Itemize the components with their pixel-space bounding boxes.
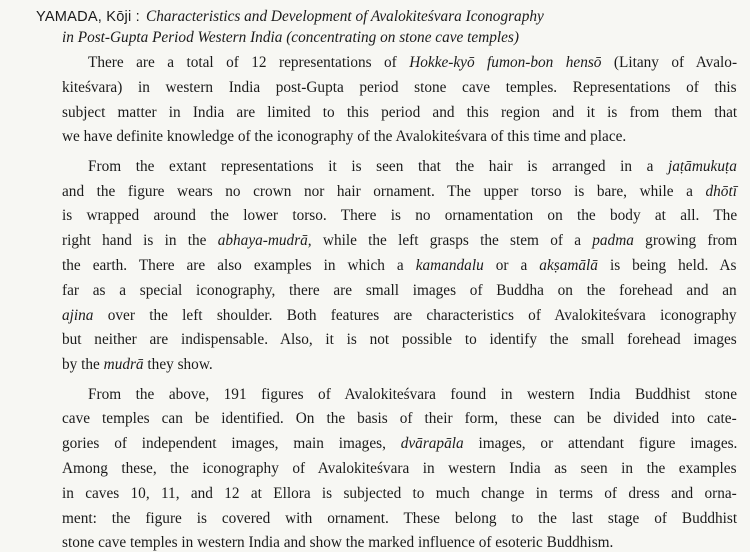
text-run: by the — [62, 356, 104, 374]
text-line — [62, 183, 737, 201]
text-run: From the extant representations it is seen that the hair is arranged in a — [88, 157, 669, 175]
text-run: while the left grasps the stem of a — [311, 232, 593, 250]
text-run: is being held. As — [597, 257, 737, 274]
text-run: in caves 10, 11, and 12 at Ellora is subjected to much change in terms of dress and orna- — [62, 484, 737, 502]
text-run: and the figure wears no crown nor hair ornament. The upper torso is bare, while a — [62, 182, 706, 200]
text-line — [62, 435, 737, 453]
text-run: they show. — [143, 356, 213, 374]
text-line — [62, 460, 737, 478]
text-run: is wrapped around the lower torso. There is no ornamentation on the body at all. The — [62, 207, 738, 225]
text-run: (Litany of Avalo- — [601, 54, 738, 71]
article-title-line-1: Characteristics and Development of Avalokiteśvara Iconography — [146, 8, 544, 25]
author-name: YAMADA, Kōji : — [36, 9, 140, 25]
italic-term: padma — [592, 232, 634, 250]
text-line — [88, 386, 737, 404]
text-run: ment: the figure is covered with ornament. These belong to the last stage of Buddhist — [62, 509, 738, 527]
text-run: images, or attendant figure images. — [463, 435, 738, 453]
text-run: Among these, the iconography of Avalokiteśvara in western India as seen in the examples — [62, 460, 737, 477]
text-line — [62, 510, 737, 528]
text-run: right hand is in the — [62, 232, 218, 250]
text-line — [62, 128, 626, 146]
text-line — [62, 207, 737, 225]
italic-term: dvārapāla — [400, 435, 464, 453]
text-run: but neither are indispensable. Also, it is not possible to identify the small forehead images — [62, 331, 737, 349]
text-line — [62, 331, 737, 349]
italic-term: akṣamālā — [539, 257, 598, 274]
text-run: There are a total of 12 representations of — [88, 54, 410, 71]
text-line — [62, 356, 213, 374]
italic-term: kamandalu — [415, 257, 484, 274]
text-run: From the above, 191 figures of Avalokiteśvara found in western India Buddhist stone — [88, 385, 737, 403]
text-run: or a — [483, 257, 540, 274]
text-run: over the left shoulder. Both features are characteristics of Avalokiteśvara iconography — [93, 306, 737, 324]
text-line — [62, 79, 737, 97]
text-line — [62, 232, 737, 250]
text-run: we have definite knowledge of the iconography of the Avalokiteśvara of this time and place. — [62, 128, 627, 146]
text-run: growing from — [633, 232, 738, 250]
text-line — [62, 485, 737, 503]
text-run: gories of independent images, main images, — [62, 435, 401, 453]
text-line — [62, 282, 737, 300]
italic-term: ajina — [62, 306, 94, 324]
text-line — [62, 410, 737, 428]
italic-term: dhōtī — [705, 182, 737, 200]
text-line — [88, 54, 737, 72]
text-line — [62, 257, 737, 275]
text-line — [62, 534, 613, 552]
italic-term: Hokke-kyō fumon-bon hensō — [409, 54, 602, 71]
text-run: far as a special iconography, there are small images of Buddha on the forehead and an — [62, 281, 737, 299]
italic-term: abhaya-mudrā, — [217, 232, 312, 250]
italic-term: mudrā — [103, 356, 144, 374]
text-run: kiteśvara) in western India post-Gupta period stone cave temples. Representations of this — [62, 78, 737, 96]
text-line — [88, 158, 737, 176]
text-run: cave temples can be identified. On the basis of their form, these can be divided into cate- — [62, 410, 737, 428]
text-line — [62, 307, 737, 325]
text-run: subject matter in India are limited to this period and this region and it is from them that — [62, 103, 738, 121]
text-run: the earth. There are also examples in which a — [62, 257, 416, 274]
text-line — [62, 104, 737, 122]
text-run: stone cave temples in western India and show the marked influence of esoteric Buddhism. — [62, 534, 614, 552]
italic-term: jaṭāmukuṭa — [668, 157, 737, 175]
article-title-line-2: in Post-Gupta Period Western India (concentrating on stone cave temples) — [62, 29, 519, 46]
